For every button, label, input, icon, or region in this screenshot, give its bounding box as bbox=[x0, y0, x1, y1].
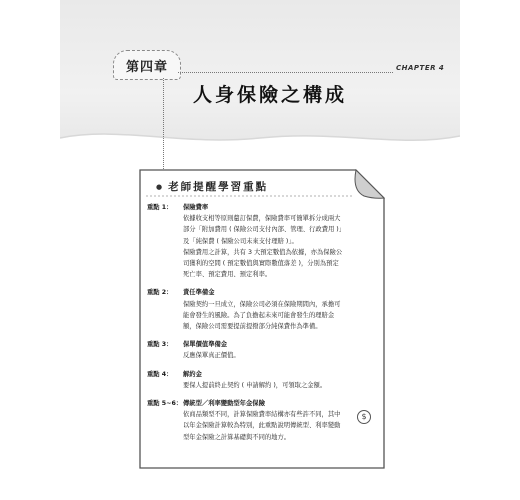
dotted-connector bbox=[163, 78, 164, 181]
point-title: 保單價值準備金 bbox=[183, 341, 228, 349]
point-line: 部分「附加費用 ( 保險公司支付內部、管理、行政費用 )」 bbox=[183, 226, 346, 234]
chapter-number-label: 第四章 bbox=[125, 59, 168, 75]
point-line: 依據收支相等原則釐訂保費，保險費率可簡單拆分成兩大 bbox=[183, 215, 341, 223]
chapter-english-label: CHAPTER 4 bbox=[396, 64, 445, 72]
point-label: 重點 5~6： bbox=[147, 400, 183, 408]
point-title: 傳統型／利率變動型年金保險 bbox=[183, 400, 265, 408]
point-line: 司獲利的空間 ( 預定數值與實際數值落差 )，分別為預定 bbox=[183, 260, 339, 268]
key-points-note-card bbox=[138, 168, 386, 470]
chapter-title: 人身保險之構成 bbox=[192, 84, 347, 106]
point-line: 能會發生的風險。為了負擔起未來可能會發生的理賠金 bbox=[183, 311, 335, 319]
point-title: 解約金 bbox=[183, 370, 202, 378]
chapter-dotted-rule bbox=[178, 72, 393, 73]
note-body bbox=[147, 202, 379, 450]
point-line: 型年金保險之計算基礎與不同的地方。 bbox=[183, 433, 291, 441]
point-title: 保險費率 bbox=[183, 204, 209, 211]
point-line: 依商品類型不同，計算保險費率結構亦有些許不同，其中 bbox=[183, 411, 341, 419]
point-line: 以年金保險計算較為特別，此重點說明傳統型、利率變動 bbox=[183, 422, 341, 430]
point-line: 額，保險公司需要提前提撥部分純保費作為準備。 bbox=[183, 323, 322, 331]
point-line: 死亡率、預定費用、預定利率。 bbox=[183, 271, 272, 279]
key-point-4 bbox=[147, 369, 379, 391]
point-line: 保險費用之計算，共有 3 大預定數值為依據，亦為保險公 bbox=[183, 248, 343, 256]
note-heading-text: 老師提醒學習重點 bbox=[168, 181, 269, 193]
key-point-1 bbox=[147, 202, 379, 280]
dollar-coin-icon: $ bbox=[357, 410, 371, 424]
point-label: 重點 2： bbox=[147, 289, 173, 297]
key-point-2 bbox=[147, 287, 379, 332]
header-wave-decoration bbox=[60, 118, 460, 163]
point-line: 反應保單真正價值。 bbox=[183, 352, 240, 360]
point-label: 重點 3： bbox=[147, 341, 173, 349]
point-label: 重點 1： bbox=[147, 204, 173, 211]
point-line: 要保人提前終止契約 ( 申請解約 )，可領取之金額。 bbox=[183, 381, 327, 389]
chapter-number-tab bbox=[113, 50, 181, 80]
note-heading bbox=[156, 179, 268, 194]
key-point-5-6 bbox=[147, 398, 379, 443]
point-line: 保險契約一旦成立，保險公司必須在保險期間內，承擔可 bbox=[183, 300, 341, 308]
heading-bullet-icon: ● bbox=[156, 182, 165, 191]
point-line: 及「純保費 ( 保險公司未來支付理賠 )」。 bbox=[183, 237, 298, 245]
point-label: 重點 4： bbox=[147, 370, 173, 378]
point-title: 責任準備金 bbox=[183, 289, 215, 297]
key-point-3 bbox=[147, 339, 379, 361]
